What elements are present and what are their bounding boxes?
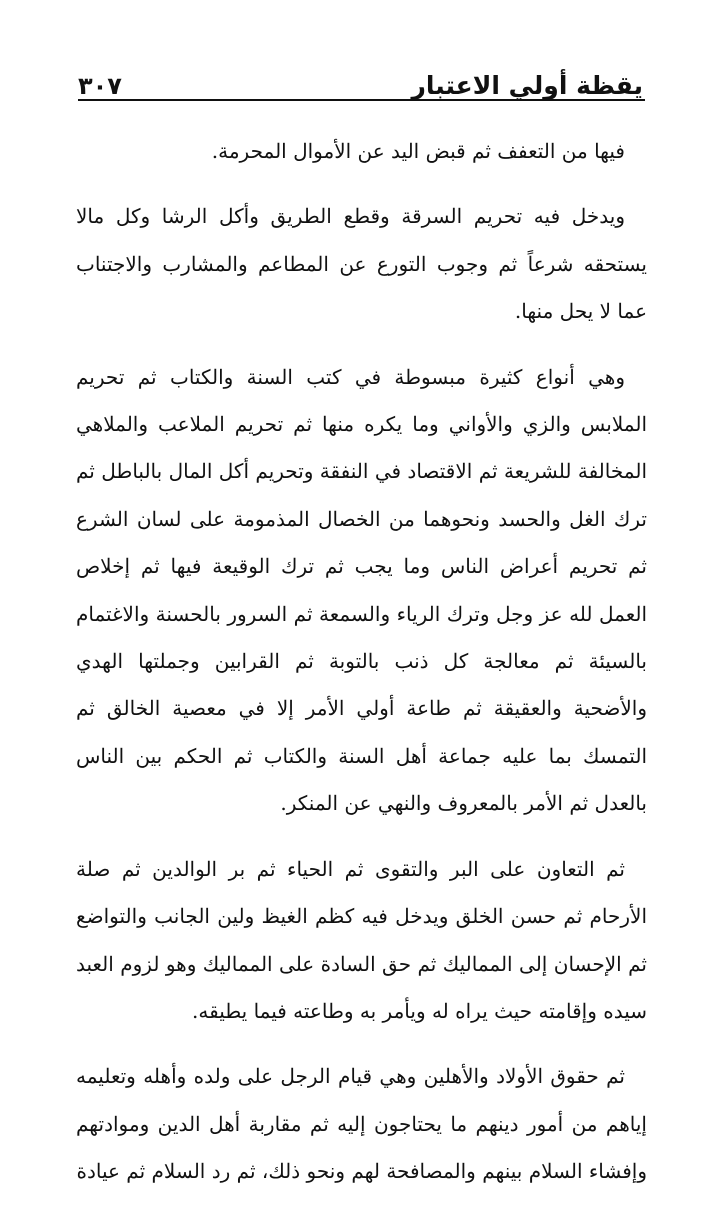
paragraph-3: وهي أنواع كثيرة مبسوطة في كتب السنة والكتاب ثم تحريم الملابس والزي والأواني وما يكره منها ثم تحريم الملاعب والملاهي المخالفة للشريعة ثم الاقتصاد في النفقة وتحريم أكل المال بالباطل ثم ترك الغل والحسد ونحوهما من الخصال المذمومة على لسان الشرع ثم تحريم أعراض الناس وما يجب ثم ترك الوقيعة فيها ثم إخلاص العمل لله عز وجل وترك الرياء والسمعة ثم السرور بالحسنة والاغتمام بالسيئة ثم معالجة كل ذنب بالتوبة ثم القرابين وجملتها الهدي والأضحية والعقيقة ثم طاعة أولي الأمر إلا في معصية الخالق ثم التمسك بما عليه جماعة أهل السنة والكتاب ثم الحكم بين الناس بالعدل ثم الأمر بالمعروف والنهي عن المنكر. (76, 364, 647, 816)
paragraph-5: ثم حقوق الأولاد والأهلين وهي قيام الرجل على ولده وأهله وتعليمه إياهم من أمور دينهم ما يحتاجون إليه ثم مقاربة أهل الدين وموادتهم وإفشاء السلام بينهم والمصافحة لهم ونحو ذلك، ثم رد السلام ثم عيادة (76, 1064, 647, 1184)
paragraph-4: ثم التعاون على البر والتقوى ثم الحياء ثم بر الوالدين ثم صلة الأرحام ثم حسن الخلق ويدخل فيه كظم الغيظ ولين الجانب والتواضع ثم الإحسان إلى المماليك ثم حق السادة على المماليك وهو لزوم العبد سيده وإقامته حيث يراه له ويأمر به وطاعته فيما يطيقه. (76, 856, 647, 1023)
body-text (76, 128, 647, 1214)
paragraph-2: ويدخل فيه تحريم السرقة وقطع الطريق وأكل الرشا وكل مالا يستحقه شرعاً ثم وجوب التورع عن المطاعم والمشارب والاجتناب عما لا يحل منها. (76, 204, 647, 324)
running-title: يقظة أولي الاعتبار (411, 71, 643, 100)
page-number: ٣٠٧ (78, 72, 122, 100)
page-header (78, 58, 643, 98)
header-rule (78, 99, 645, 101)
paragraph-1: فيها من التعفف ثم قبض اليد عن الأموال المحرمة. (211, 139, 625, 163)
